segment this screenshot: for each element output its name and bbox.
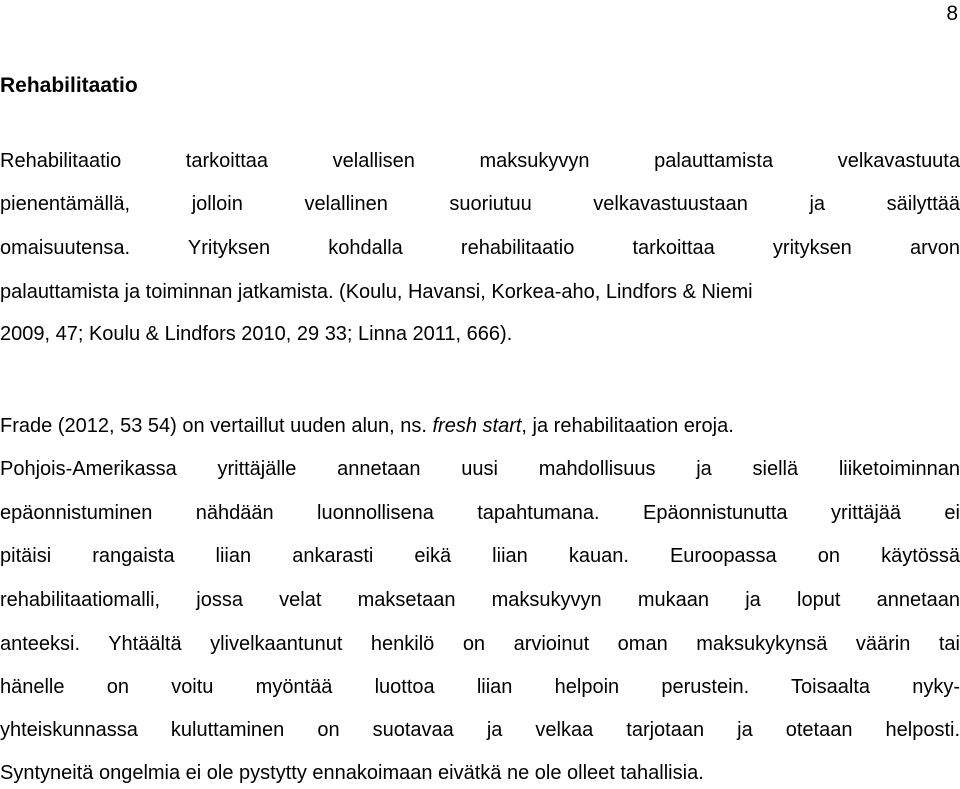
paragraph-line-with-emphasis [0,414,960,438]
paragraph-line: anteeksi. Yhtäältä ylivelkaantunut henkilö on arvioinut oman maksukykynsä väärin tai [0,633,960,655]
paragraph-line: Rehabilitaatio tarkoittaa velallisen maksukyvyn palauttamista velkavastuuta [0,150,960,172]
paragraph-line: rehabilitaatiomalli, jossa velat maksetaan maksukyvyn mukaan ja loput annetaan [0,589,960,611]
paragraph-line: 2009, 47; Koulu & Lindfors 2010, 29 33; Linna 2011, 666). [0,323,513,345]
paragraph-line: omaisuutensa. Yrityksen kohdalla rehabilitaatio tarkoittaa yrityksen arvon [0,237,960,259]
paragraph-line: pienentämällä, jolloin velallinen suoriutuu velkavastuustaan ja säilyttää [0,193,960,215]
paragraph-line: hänelle on voitu myöntää luottoa liian helpoin perustein. Toisaalta nyky- [0,676,960,698]
paragraph-line: palauttamista ja toiminnan jatkamista. (Koulu, Havansi, Korkea-aho, Lindfors & Niemi [0,281,753,303]
paragraph-line: yhteiskunnassa kuluttaminen on suotavaa ja velkaa tarjotaan ja otetaan helposti. [0,719,960,741]
paragraph-line: Pohjois-Amerikassa yrittäjälle annetaan uusi mahdollisuus ja siellä liiketoiminnan [0,458,960,480]
paragraph-line: Syntyneitä ongelmia ei ole pystytty ennakoimaan eivätkä ne ole olleet tahallisia. [0,762,704,784]
emphasized-term: fresh start [432,415,522,437]
paragraph-line: pitäisi rangaista liian ankarasti eikä liian kauan. Euroopassa on käytössä [0,545,960,567]
section-heading: Rehabilitaatio [0,74,138,97]
page-number: 8 [946,2,958,25]
line-text: , ja rehabilitaation eroja. [521,415,734,437]
paragraph-line: epäonnistuminen nähdään luonnollisena tapahtumana. Epäonnistunutta yrittäjää ei [0,502,960,524]
line-text: Frade (2012, 53 54) on vertaillut uuden alun, ns. [0,415,433,437]
